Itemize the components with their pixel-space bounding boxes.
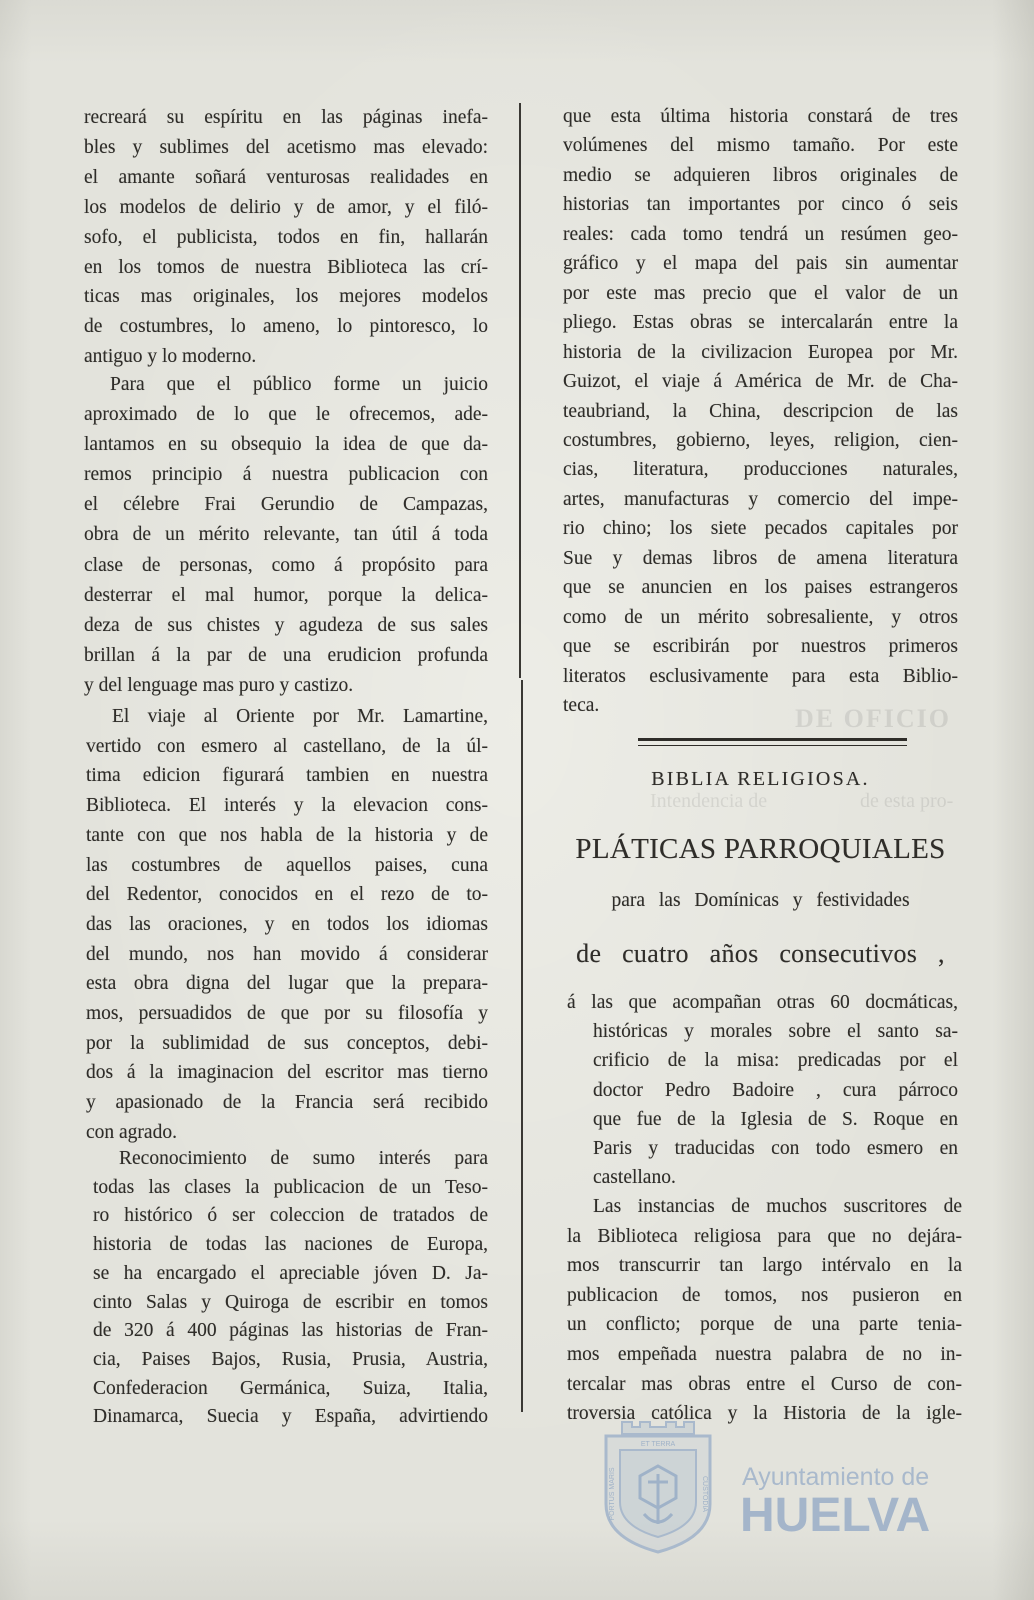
- text-line: teaubriand, la China, descripcion de las: [563, 400, 958, 422]
- text-line: historias tan importantes por cinco ó seis: [563, 194, 958, 216]
- text-line: cia, Paises Bajos, Rusia, Prusia, Austria,: [93, 1348, 488, 1370]
- text-line: volúmenes del mismo tamaño. Por este: [563, 135, 958, 157]
- text-line: todas las clases la publicacion de un Teso-: [93, 1176, 488, 1198]
- text-line: por la sublimidad de sus conceptos, debi-: [86, 1032, 488, 1054]
- paragraph: [563, 1192, 962, 1429]
- text-line: mos, persuadidos de que por su filosofía y: [86, 1003, 488, 1025]
- text-line: vertido con esmero al castellano, de la úl-: [86, 735, 488, 757]
- double-rule: [638, 745, 907, 746]
- seal-text: CUSTODIA: [701, 1475, 708, 1513]
- text-line: mos empeñada nuestra palabra de no in-: [567, 1343, 962, 1365]
- text-line: del Redentor, conocidos en el rezo de to-: [86, 884, 488, 906]
- seal-text: ET TERRA: [640, 1441, 676, 1448]
- seal-text: PORTUS MARIS: [609, 1467, 616, 1521]
- show-through-text: de esta pro-: [860, 790, 954, 812]
- text-line: gráfico y el mapa del pais sin aumentar: [563, 253, 958, 275]
- show-through-text: Intendencia de: [650, 790, 768, 812]
- text-line: ro histórico ó ser coleccion de tratados de: [93, 1205, 488, 1227]
- text-line: Dinamarca, Suecia y España, advirtiendo: [93, 1406, 488, 1428]
- paragraph: [84, 370, 488, 701]
- text-line: brillan á la par de una erudicion profunda: [84, 644, 488, 666]
- text-line: troversia católica y la Historia de la igle-: [567, 1403, 962, 1425]
- text-line: de costumbres, lo ameno, lo pintoresco, lo: [84, 316, 488, 338]
- text-line: Reconocimiento de sumo interés para: [119, 1148, 488, 1169]
- text-line: deza de sus chistes y agudeza de sus sales: [84, 614, 488, 636]
- text-line: que esta última historia constará de tres: [563, 106, 958, 127]
- text-line: dos á la imaginacion del escritor mas tierno: [86, 1062, 488, 1084]
- text-line: aproximado de lo que le ofrecemos, ade-: [84, 404, 488, 426]
- text-line: y apasionado de la Francia será recibido: [86, 1092, 488, 1114]
- text-line: antiguo y lo moderno.: [84, 346, 257, 368]
- text-line: el amante soñará venturosas realidades en: [84, 166, 488, 188]
- text-line: cinto Salas y Quiroga de escribir en tomos: [93, 1291, 488, 1313]
- text-line: das las oraciones, y en todos los idiomas: [86, 913, 488, 935]
- text-line: clase de personas, como á propósito para: [84, 554, 488, 576]
- text-line: tante con que nos habla de la historia y de: [86, 824, 488, 846]
- text-line: teca.: [563, 695, 600, 717]
- text-line: sofo, el publicista, todos en fin, hallarán: [84, 226, 488, 248]
- text-line: artes, manufacturas y comercio del impe-: [563, 488, 958, 510]
- section-title: PLÁTICAS PARROQUIALES: [575, 833, 946, 865]
- show-through-text: DE OFICIO: [795, 704, 951, 733]
- text-line: doctor Pedro Badoire , cura párroco: [593, 1079, 958, 1101]
- text-line: esta obra digna del lugar que la prepara-: [86, 973, 488, 995]
- text-line: la Biblioteca religiosa para que no dejára-: [567, 1225, 962, 1247]
- text-line: y del lenguage mas puro y castizo.: [84, 674, 354, 696]
- text-line: que se escribirán por nuestros primeros: [563, 636, 958, 658]
- double-rule: [638, 738, 907, 741]
- watermark-text: Ayuntamiento de: [742, 1463, 930, 1491]
- text-line: pliego. Estas obras se intercalarán entre la: [563, 312, 958, 334]
- text-line: que fue de la Iglesia de S. Roque en: [593, 1108, 958, 1130]
- text-line: remos principio á nuestra publicacion con: [84, 464, 488, 486]
- text-line: históricas y morales sobre el santo sa-: [593, 1021, 958, 1043]
- coat-of-arms-icon: [600, 1418, 716, 1554]
- text-line: obra de un mérito relevante, tan útil á toda: [84, 524, 488, 546]
- text-line: en los tomos de nuestra Biblioteca las crí-: [84, 256, 488, 278]
- text-line: crificio de la misa: predicadas por el: [593, 1050, 958, 1072]
- text-line: literatos esclusivamente para esta Biblio-: [563, 665, 958, 687]
- text-line: historia de la civilizacion Europea por Mr.: [563, 341, 958, 363]
- text-line: Confederacion Germánica, Suiza, Italia,: [93, 1377, 488, 1399]
- text-line: rio chino; los siete pecados capitales por: [563, 518, 958, 540]
- text-line: El viaje al Oriente por Mr. Lamartine,: [112, 706, 488, 727]
- paragraph: [86, 702, 488, 1148]
- text-line: los modelos de delirio y de amor, y el filó-: [84, 196, 488, 218]
- text-line: el célebre Frai Gerundio de Campazas,: [84, 494, 488, 516]
- text-line: se ha encargado el apreciable jóven D. Ja-: [93, 1262, 488, 1284]
- text-line: un conflicto; porque de una parte tenia-: [567, 1314, 962, 1336]
- text-line: Paris y traducidas con todo esmero en: [593, 1138, 958, 1160]
- text-line: como de un mérito sobresaliente, y otros: [563, 606, 958, 628]
- paragraph: [84, 103, 488, 372]
- text-line: Biblioteca. El interés y la elevacion cons-: [86, 795, 488, 817]
- text-line: del mundo, nos han movido á considerar: [86, 943, 488, 965]
- text-line: ticas mas originales, los mejores modelos: [84, 286, 488, 308]
- text-line: por este mas precio que el valor de un: [563, 282, 958, 304]
- text-line: Guizot, el viaje á América de Mr. de Cha-: [563, 371, 958, 393]
- column-rule: [519, 103, 521, 678]
- text-line: costumbres, gobierno, leyes, religion, cien-: [563, 429, 958, 451]
- text-line: de 320 á 400 páginas las historias de Fran-: [93, 1320, 488, 1342]
- text-line: con agrado.: [86, 1121, 177, 1143]
- text-line: reales: cada tomo tendrá un resúmen geo-: [563, 223, 958, 245]
- text-line: tima edicion figurará tambien en nuestra: [86, 765, 488, 787]
- text-line: Sue y demas libros de amena literatura: [563, 547, 958, 569]
- text-line: recreará su espíritu en las páginas inefa-: [84, 107, 488, 128]
- right-column: [563, 0, 962, 1600]
- text-line: Para que el público forme un juicio: [110, 374, 488, 395]
- text-line: historia de todas las naciones de Europa,: [93, 1234, 488, 1256]
- text-line: Las instancias de muchos suscritores de: [593, 1196, 962, 1217]
- text-line: á las que acompañan otras 60 docmáticas,: [567, 992, 958, 1013]
- paragraph: [563, 988, 958, 1192]
- text-line: desterrar el mal humor, porque la delica-: [84, 584, 488, 606]
- section-subtitle: para las Domínicas y festividades: [611, 890, 910, 911]
- text-line: bles y sublimes del acetismo mas elevado:: [84, 136, 488, 158]
- text-line: mos transcurrir tan largo intérvalo en la: [567, 1255, 962, 1277]
- left-column: [84, 0, 488, 1600]
- text-line: las costumbres de aquellos paises, cuna: [86, 854, 488, 876]
- section-heading: BIBLIA RELIGIOSA.: [651, 768, 870, 790]
- watermark-text: HUELVA: [740, 1489, 931, 1542]
- paragraph: [93, 1145, 488, 1432]
- column-rule: [521, 680, 523, 1412]
- text-line: lantamos en su obsequio la idea de que da-: [84, 434, 488, 456]
- text-line: medio se adquieren libros originales de: [563, 164, 958, 186]
- section-subtitle: de cuatro años consecutivos ,: [576, 939, 945, 968]
- text-line: publicacion de tomos, nos pusieron en: [567, 1284, 962, 1306]
- seal-crown: [622, 1422, 694, 1434]
- paragraph: [563, 102, 958, 721]
- text-line: castellano.: [593, 1167, 676, 1189]
- text-line: tercalar mas obras entre el Curso de con-: [567, 1373, 962, 1395]
- text-line: cias, literatura, producciones naturales,: [563, 459, 958, 481]
- text-line: que se anuncien en los paises estrangeros: [563, 577, 958, 599]
